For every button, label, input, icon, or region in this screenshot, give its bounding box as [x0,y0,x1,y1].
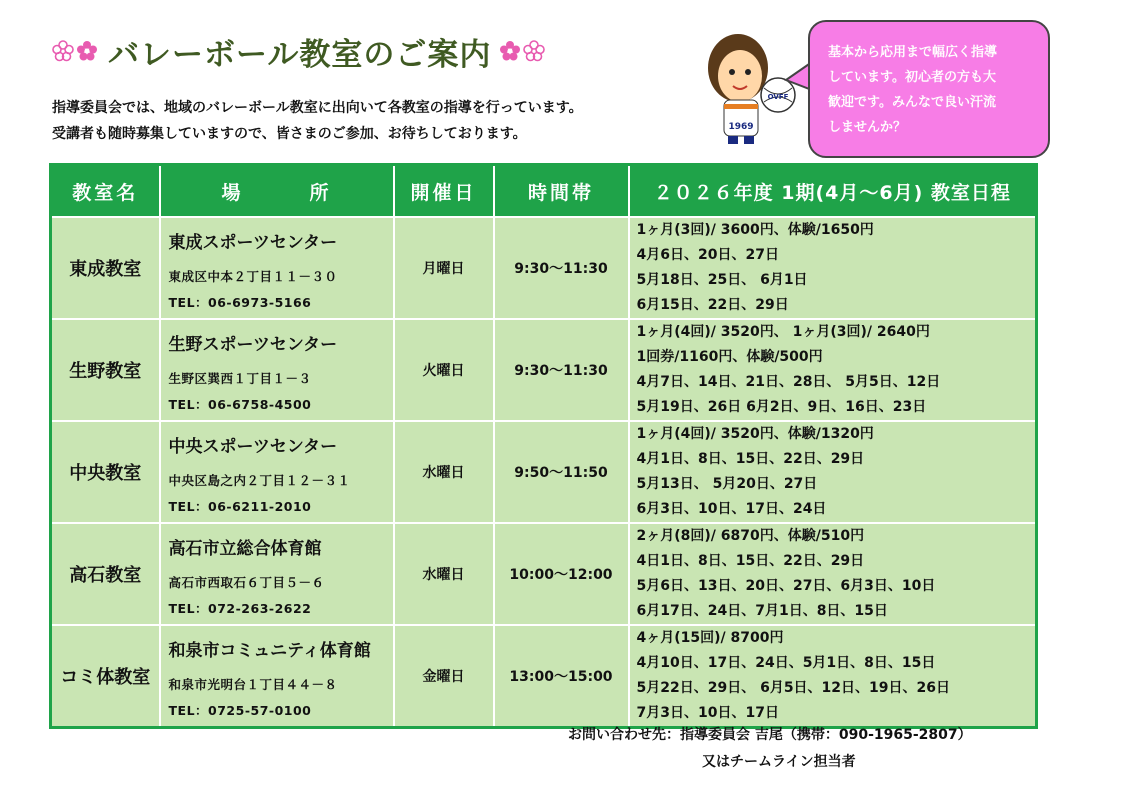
table-row [51,523,1037,625]
day-cell: 月曜日 [394,217,494,319]
contact-line: お問い合わせ先：指導委員会 吉尾（携帯：090-1965-2807） [568,727,972,743]
schedule-line: 5月6日、13日、20日、27日、6月3日、10日 [636,578,936,594]
time-cell: 9:30～11:30 [494,217,629,319]
location-address: 和泉市光明台１丁目４４－８ [168,676,338,692]
location-address: 東成区中本２丁目１１－３０ [168,268,338,284]
bubble-line: しています。初心者の方も大 [828,70,996,85]
location-name: 生野スポーツセンター [168,334,338,355]
shirt-number: 1969 [728,122,754,132]
schedule-table [49,163,1038,729]
location-address: 高石市西取石６丁目５－６ [168,574,325,590]
day-cell: 水曜日 [394,523,494,625]
ball-text: OVFF [767,93,789,101]
page-title: バレーボール教室のご案内 [108,36,492,73]
location-tel: TEL：06-6211-2010 [168,498,312,514]
location-cell [160,421,394,523]
location-name: 中央スポーツセンター [168,436,338,457]
intro-text [52,95,583,147]
schedule-line: 4月1日、8日、15日、22日、29日 [636,451,865,467]
classroom-name: コミ体教室 [51,625,160,728]
schedule-line: 6月15日、22日、29日 [636,297,789,313]
schedule-line: 5月22日、29日、 6月5日、12日、19日、26日 [636,680,951,696]
header-time: 時間帯 [494,165,629,218]
schedule-line: 7月3日、10日、17日 [636,705,779,721]
intro-line: 受講者も随時募集していますので、皆さまのご参加、お待ちしております。 [52,126,527,142]
classroom-name: 高石教室 [51,523,160,625]
flower-filled-icon [499,40,521,62]
schedule-cell [629,625,1037,728]
location-tel: TEL：0725-57-0100 [168,702,312,718]
table-header-row [51,165,1037,218]
location-cell [160,523,394,625]
intro-line: 指導委員会では、地域のバレーボール教室に出向いて各教室の指導を行っています。 [52,100,583,116]
table-row [51,625,1037,728]
header-schedule: ２０２６年度 1期(4月～6月) 教室日程 [629,165,1037,218]
schedule-line: 4ヶ月(15回)/ 8700円 [636,630,784,646]
table-row [51,217,1037,319]
time-cell: 13:00～15:00 [494,625,629,728]
location-name: 高石市立総合体育館 [168,538,322,559]
schedule-cell [629,421,1037,523]
title-row [52,26,547,76]
classroom-name: 中央教室 [51,421,160,523]
location-cell [160,319,394,421]
schedule-line: 6月3日、10日、17日、24日 [636,501,827,517]
header-location: 場 所 [160,165,394,218]
time-cell: 9:50～11:50 [494,421,629,523]
location-name: 和泉市コミュニティ体育館 [168,640,371,661]
location-tel: TEL：06-6973-5166 [168,294,312,310]
schedule-line: 5月19日、26日 6月2日、9日、16日、23日 [636,399,927,415]
flower-filled-icon [76,40,98,62]
time-cell: 9:30～11:30 [494,319,629,421]
schedule-line: 5月13日、 5月20日、27日 [636,476,818,492]
schedule-line: 1ヶ月(3回)/ 3600円、体験/1650円 [636,222,874,238]
bubble-line: 歓迎です。みんなで良い汗流 [828,95,996,110]
schedule-cell [629,319,1037,421]
schedule-line: 4日1日、8日、15日、22日、29日 [636,553,865,569]
schedule-line: 5月18日、25日、 6月1日 [636,272,808,288]
location-address: 生野区巽西１丁目１－３ [168,370,312,386]
location-tel: TEL：072-263-2622 [168,600,312,616]
location-address: 中央区島之内２丁目１２－３１ [168,472,351,488]
flower-outline-icon [523,40,545,62]
contact-info [568,722,972,776]
header-day: 開催日 [394,165,494,218]
schedule-cell [629,523,1037,625]
location-cell [160,217,394,319]
schedule-line: 1ヶ月(4回)/ 3520円、体験/1320円 [636,426,874,442]
schedule-line: 1回券/1160円、体験/500円 [636,349,823,365]
schedule-line: 6月17日、24日、7月1日、8日、15日 [636,603,888,619]
schedule-cell [629,217,1037,319]
classroom-name: 東成教室 [51,217,160,319]
time-cell: 10:00～12:00 [494,523,629,625]
bubble-line: 基本から応用まで幅広く指導 [828,45,998,60]
schedule-line: 4月7日、14日、21日、28日、 5月5日、12日 [636,374,941,390]
schedule-line: 2ヶ月(8回)/ 6870円、体験/510円 [636,528,865,544]
location-tel: TEL：06-6758-4500 [168,396,312,412]
flower-outline-icon [52,40,74,62]
header-classroom: 教室名 [51,165,160,218]
contact-line: 又はチームライン担当者 [702,754,856,770]
schedule-line: 1ヶ月(4回)/ 3520円、 1ヶ月(3回)/ 2640円 [636,324,930,340]
location-name: 東成スポーツセンター [168,232,338,253]
table-row [51,421,1037,523]
schedule-line: 4月6日、20日、27日 [636,247,779,263]
location-cell [160,625,394,728]
classroom-name: 生野教室 [51,319,160,421]
table-row [51,319,1037,421]
schedule-line: 4月10日、17日、24日、5月1日、8日、15日 [636,655,936,671]
bubble-line: しませんか？ [828,120,907,135]
day-cell: 火曜日 [394,319,494,421]
day-cell: 金曜日 [394,625,494,728]
day-cell: 水曜日 [394,421,494,523]
speech-bubble [808,20,1050,158]
